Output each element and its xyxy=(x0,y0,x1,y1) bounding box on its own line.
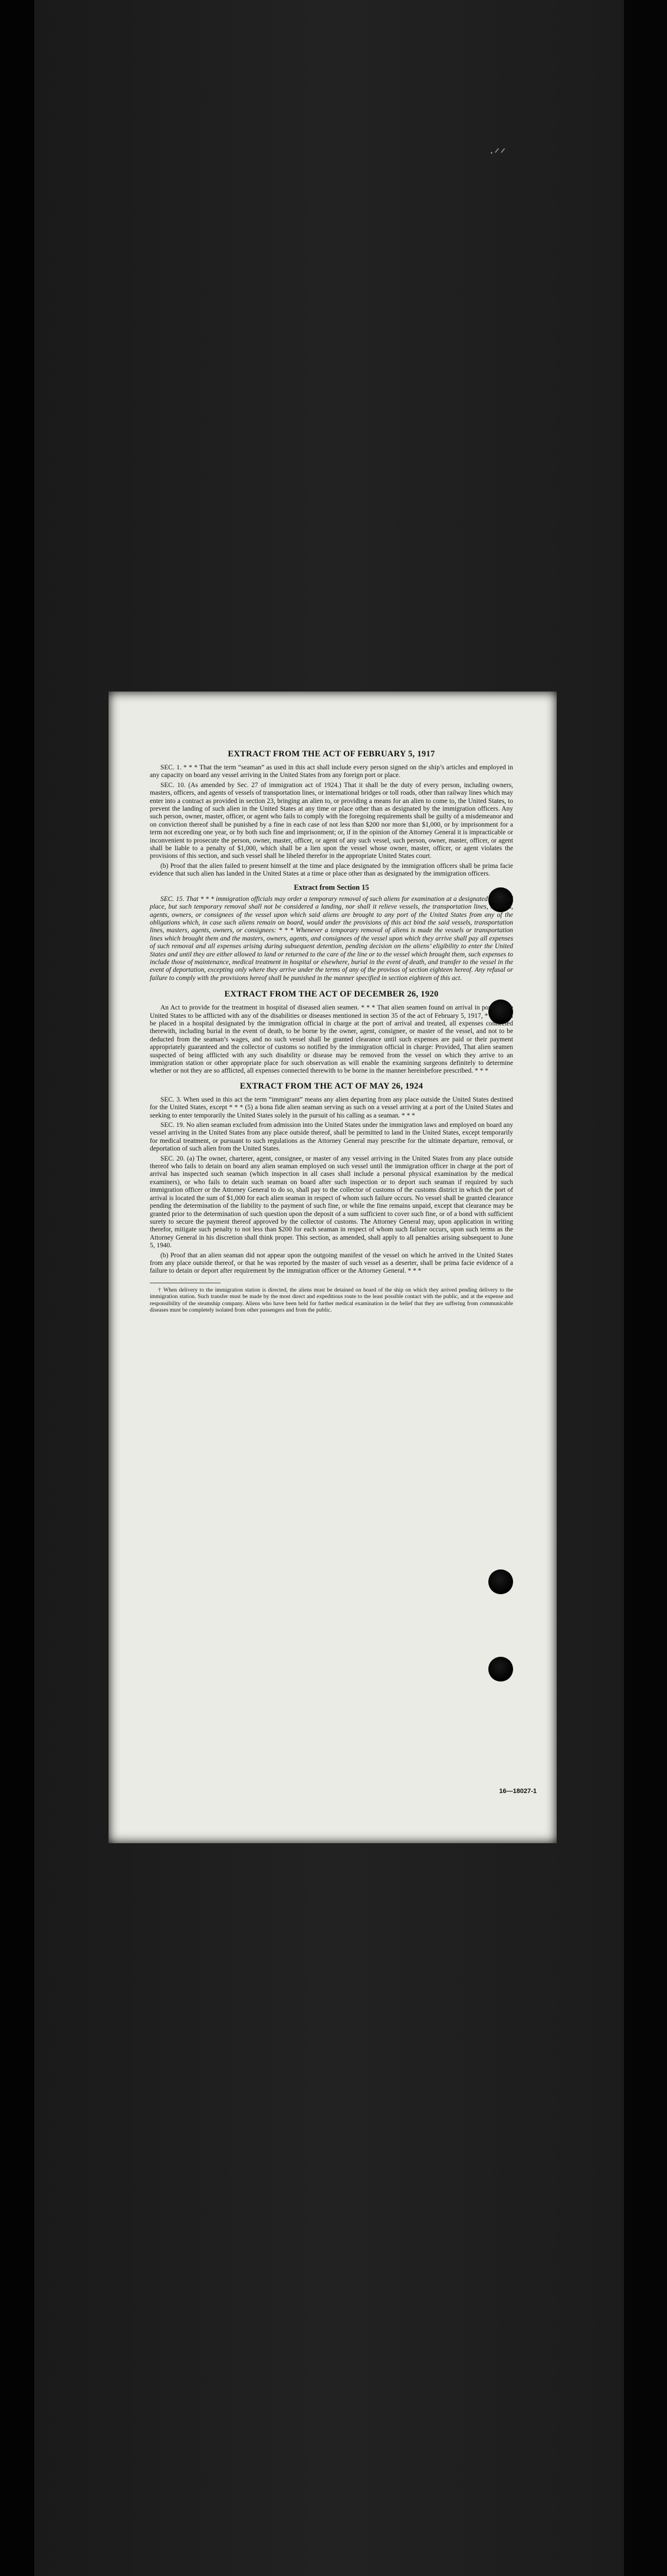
section-heading-1917: EXTRACT FROM THE ACT OF FEBRUARY 5, 1917 xyxy=(228,749,435,759)
paragraph-sec-10: SEC. 10. (As amended by Sec. 27 of immigration act of 1924.) That it shall be the duty of every person, including owners, masters, officers, and agents of vessels of transportation lines, or international bridges or toll roads, other than railway lines which may enter into a contract as provided in section 23, bringing an alien to, or providing a means for an alien to come to, the United States, to prevent the landing of such alien in the United States at any time or place other than as designated by the immigration officers. Any such person, owner, master, officer, or agent who fails to comply with the foregoing requirements shall be guilty of a misdemeanor and on conviction thereof shall be punished by a fine in each case of not less than $200 nor more than $1,000, or by imprisonment for a term not exceeding one year, or by both such fine and imprisonment; or, if in the opinion of the Attorney General it is impracticable or inconvenient to prosecute the person, owner, master, officer, or agent of any such vessel, such person, owner, master, officer, or agent shall be liable to a penalty of $1,000, which shall be a lien upon the vessel whose owner, master, officer, or agent violates the provisions of this section, and such vessel shall be libeled therefor in the appropriate United States court. xyxy=(150,781,513,860)
paragraph-sec-20a: SEC. 20. (a) The owner, charterer, agent, consignee, or master of any vessel arriving in the United States from any place outside thereof who fails to detain on board any alien seaman employed on such vessel until the immigration officer in charge at the port of arrival has inspected such seaman (which inspection in all cases shall include a personal physical examination by the medical examiners), or who fails to detain such seaman on board after such inspection or to deport such seaman if required by such immigration officer or the Attorney General to do so, shall pay to the collector of customs of the customs district in which the port of arrival is located the sum of $1,000 for each alien seaman in respect of whom such failure occurs. No vessel shall be granted clearance pending the determination of the liability to the payment of such fine, or while the fine remains unpaid, except that clearance may be granted prior to the determination of such question upon the deposit of a sum sufficient to cover such fine, or of a bond with sufficient surety to secure the payment thereof approved by the collector of customs. The Attorney General may, upon application in writing therefor, mitigate such penalty to not less than $200 for each seaman in respect of whom such failure occurs, upon such terms as the Attorney General in his discretion shall think proper. This section, as amended, shall apply to all penalties arising subsequent to June 5, 1940. xyxy=(150,1155,513,1250)
section-heading-1920: EXTRACT FROM THE ACT OF DECEMBER 26, 1920 xyxy=(224,989,439,999)
paragraph-sec-15: SEC. 15. That * * * immigration officials may order a temporary removal of such aliens for examination at a designated time and place, but such temporary removal shall not be considered a landing, nor shall it relieve vessels, the transportation lines, masters, agents, owners, or consignees of the vessel upon which said aliens are brought to any port of the United States from any of the obligations which, in case such aliens remain on board, would under the provisions of this act bind the said vessels, transportation lines, masters, agents, owners, or consignees: * * * Whenever a temporary removal of aliens is made the vessels or transportation lines which brought them and the masters, owners, agents, and consignees of the vessel upon which they arrive shall pay all expenses of such removal and all expenses arising during subsequent detention, pending decision on the aliens’ eligibility to enter the United States and until they are either allowed to land or returned to the care of the line or to the vessel which brought them, such expenses to include those of maintenance, medical treatment in hospital or elsewhere, burial in the event of death, and transfer to the vessel in the event of deportation, excepting only where they arrive under the terms of any of the provisos of section eighteen hereof. Any refusal or failure to comply with the provisions hereof shall be punished in the manner specified in section eighteen of this act. xyxy=(150,895,513,982)
document-page xyxy=(109,691,557,1843)
paragraph-sec-20b: (b) Proof that an alien seaman did not appear upon the outgoing manifest of the vessel on which he arrived in the United States from any place outside thereof, or that he was reported by the master of such vessel as a deserter, shall be prima facie evidence of a failure to detain or deport after requirement by the immigration officer or the Attorney General. * * * xyxy=(150,1251,513,1275)
punch-hole xyxy=(488,1569,513,1594)
section-heading-1924: EXTRACT FROM THE ACT OF MAY 26, 1924 xyxy=(239,1081,423,1091)
handwritten-mark: ·ᐟᐟ xyxy=(489,146,507,161)
subheading-section-15: Extract from Section 15 xyxy=(294,883,369,892)
paragraph-1920-act: An Act to provide for the treatment in hospital of diseased alien seamen. * * * That alien seamen found on arrival in ports of the United States to be afflicted with any of the disabilities or diseases mentioned in section 35 of the act of February 5, 1917, * * * shall be placed in a hospital designated by the immigration official in charge at the port of arrival and treated, all expenses connected therewith, including burial in the event of death, to be borne by the owner, agent, consignee, or master of the vessel, and not to be deducted from the seaman’s wages, and no such vessel shall be granted clearance until such expenses are paid or their payment appropriately guaranteed and the collector of customs so notified by the immigration official in charge: Provided, That alien seamen suspected of being afflicted with any such disability or disease may be removed from the vessel on which they arrive to an immigration station or other appropriate place for such observation as will enable the examining surgeons definitely to determine whether or not they are so afflicted, all expenses connected therewith to be borne in the manner hereinbefore prescribed. * * * xyxy=(150,1004,513,1075)
paragraph-sec-3: SEC. 3. When used in this act the term “immigrant” means any alien departing from any place outside the United States destined for the United States, except * * * (5) a bona fide alien seaman serving as such on a vessel arriving at a port of the United States and seeking to enter temporarily the United States solely in the pursuit of his calling as a seaman. * * * xyxy=(150,1096,513,1119)
footnote: † When delivery to the immigration station is directed, the aliens must be detained on board of the ship on which they arrived pending delivery to the immigration station. Such transfer must be made by the most direct and expeditious route to the least possible contact with the public, and at the expense and responsibility of the steamship company. Aliens who have been held for further medical examination in the belief that they are suffering from communicable diseases must be completely isolated from other passengers and from the public. xyxy=(150,1286,513,1313)
paragraph-sec-1: SEC. 1. * * * That the term “seaman” as used in this act shall include every person signed on the ship’s articles and employed in any capacity on board any vessel arriving in the United States from any foreign port or place. xyxy=(150,764,513,779)
film-border-right xyxy=(624,0,667,2576)
punch-hole xyxy=(488,1657,513,1682)
paragraph-sec-19: SEC. 19. No alien seaman excluded from admission into the United States under the immigration laws and employed on board any vessel arriving in the United States from any place outside thereof, shall be permitted to land in the United States, except temporarily for medical treatment, or pursuant to such regulations as the Attorney General may prescribe for the ultimate departure, removal, or deportation of such alien from the United States. xyxy=(150,1122,513,1153)
document-body xyxy=(150,749,513,1315)
paragraph-sec-10b: (b) Proof that the alien failed to present himself at the time and place designated by the immigration officers shall be prima facie evidence that such alien has landed in the United States at a time or place other than as designated by the immigration officers. xyxy=(150,862,513,878)
film-border-left xyxy=(0,0,34,2576)
form-code: 16—18027-1 xyxy=(499,1788,537,1795)
